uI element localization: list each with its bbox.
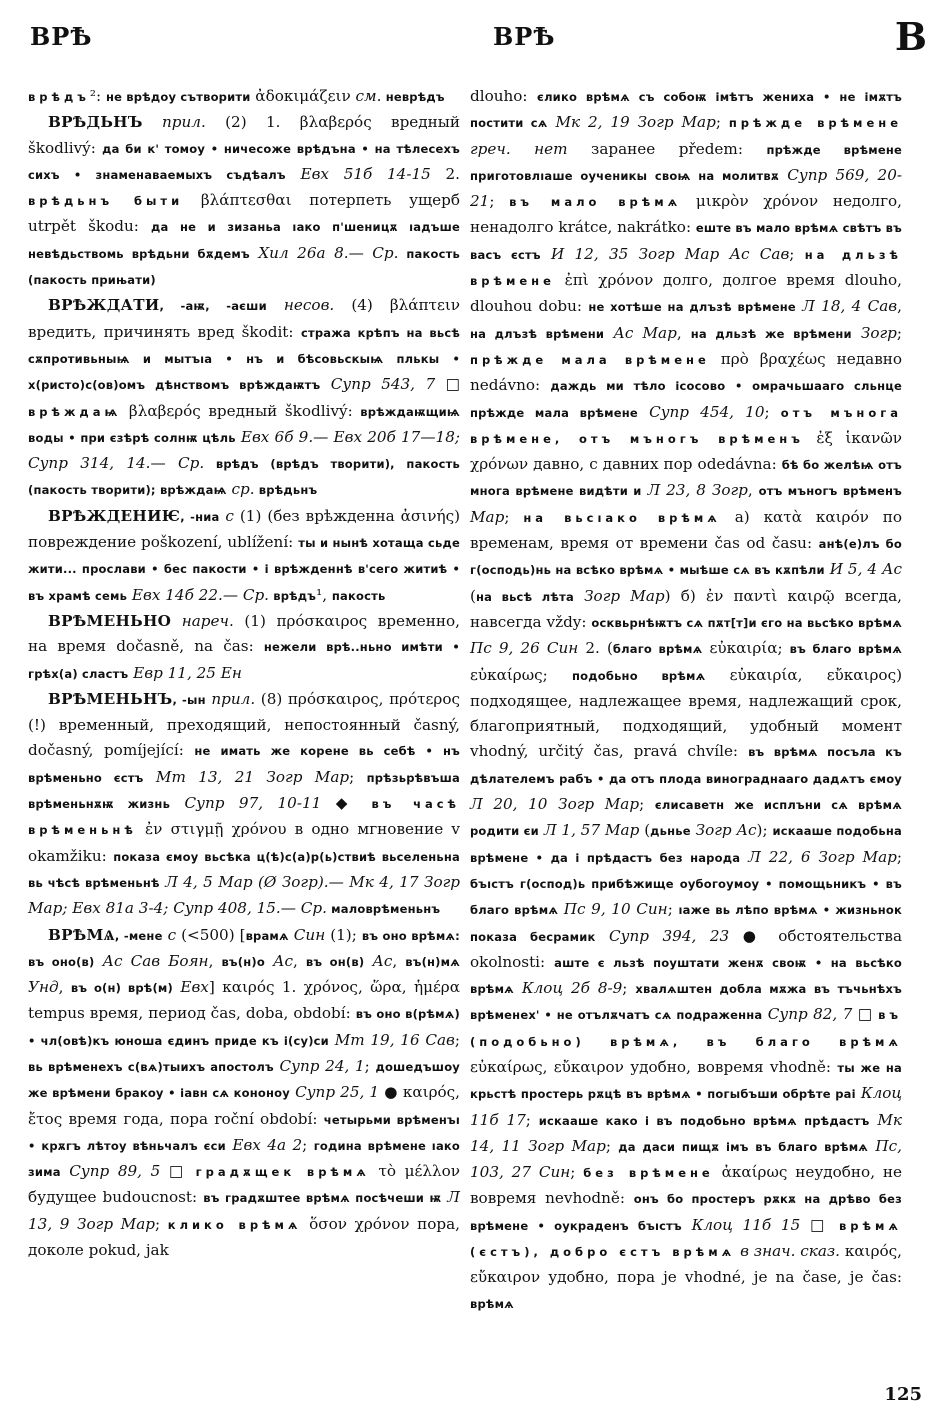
running-head-middle: ВРѢ: [493, 22, 556, 51]
spaced-slavonic-text: врѣмѧ (єстъ), добро єстъ врѣмѧ: [470, 1218, 902, 1260]
slavonic-text: въ благо врѣмѧ: [789, 642, 902, 657]
dictionary-entry: [28, 609, 460, 687]
slavonic-text: бѣ бо желѣѩ отъ многа врѣмене видѣти и: [470, 458, 902, 499]
text: );: [756, 821, 773, 840]
italic-text: Мар: [470, 507, 505, 526]
slavonic-text: дошедъшоу же врѣмени бракоу • іавн сѧ кононоу: [28, 1059, 460, 1101]
italic-text: Евх 14б 22.— Ср.: [127, 585, 270, 604]
spaced-slavonic-text: въ (подобьно) врѣмѧ, въ благо врѣмѧ: [470, 1008, 902, 1049]
italic-text: Мт 13, 21 Зогр Мар: [143, 767, 350, 786]
slavonic-text: пакость: [331, 588, 386, 603]
dictionary-entry: [28, 110, 460, 293]
slavonic-text: отъ мъногъ врѣменъ: [758, 484, 902, 499]
spaced-slavonic-text: прѣжде врѣмене: [728, 116, 903, 131]
headword: ВРѢЖДАТИ: [48, 296, 160, 315]
slavonic-text: нежели врѣ..ньно имѣти • грѣх(а) сластъ: [28, 640, 460, 681]
text: (8) πρόσκαιρος, πρότερος (!) временный, преходящий, непостоянный časný, dočasný, pomíjející:: [28, 689, 460, 760]
text: βλάπτεσθαι потерпеть ущерб utrpět škodu:: [28, 191, 461, 236]
slavonic-text: не имать же корене вь себѣ • нъ врѣменьно єстъ: [28, 744, 460, 785]
italic-text: Клоц 2б 8-9: [513, 979, 623, 998]
italic-text: Супр 454, 10: [637, 402, 765, 421]
slavonic-text: въ врѣмѧ посъла къ дѣлателемъ рабъ • да отъ плода винограднааго дадѧтъ ємоу: [470, 745, 903, 786]
text: μικρὸν χρόνον недолго, ненадолго krátce, nakrátko:: [470, 192, 902, 237]
text: □: [160, 1162, 196, 1181]
slavonic-text: четырьми врѣменъı • крѫгъ лѣтоу вѣньчалъ єси: [28, 1112, 460, 1153]
text: (1) (без врѣжденна ἀσινής) повреждение poškození, ublížení:: [28, 506, 461, 552]
slavonic-text: въ(н)о: [221, 954, 265, 969]
italic-text: с: [219, 506, 234, 525]
text: ;: [764, 402, 781, 421]
headword: ВРѢДЬНЪ: [48, 113, 143, 132]
dictionary-entry: [28, 687, 460, 923]
text: ;: [570, 1163, 584, 1182]
text: ;: [896, 847, 902, 866]
slavonic-text: на длъзѣ врѣмени: [470, 326, 605, 341]
italic-text: Евх 6б 9.— Евх 20б 17—18; Супр 314, 14.— Ср.: [28, 427, 460, 473]
text: ;: [789, 244, 805, 263]
spaced-slavonic-text: клико врѣмѧ: [167, 1217, 302, 1232]
slavonic-text: искааше како і въ подобьно врѣмѧ прѣдастъ: [538, 1113, 870, 1128]
text: ,: [897, 297, 902, 316]
text: καιρός, εὔκαιρον удобно, пора je vhodné, je na čase, je čas:: [470, 1242, 902, 1287]
text: ;: [622, 979, 636, 998]
text: ◆: [321, 794, 372, 813]
text: βλαβερός вредный škodlivý:: [121, 401, 361, 420]
text: ,: [392, 951, 406, 970]
spaced-slavonic-text: врѣждаѩ: [28, 404, 122, 419]
italic-text: Евх 4а 2: [225, 1135, 303, 1154]
text: ἐξ ἱκανῶν χρόνων давно, с давних пор odedávna:: [470, 428, 902, 474]
italic-text: Мк 2, 19 Зогр Мар: [547, 113, 716, 132]
text: εὐκαίρως;: [470, 665, 573, 684]
text: ἐπὶ χρόνον долго, долгое время dlouho, dlouhou dobu:: [470, 271, 902, 316]
dictionary-entry: [470, 84, 902, 1317]
text: ] καιρός 1. χρόνος, ὥρα, ἡμέρα tempus время, период čas, doba, období:: [28, 978, 460, 1023]
slavonic-text: бъıстъ г(оспод)ь прибѣжище оубогоумоу • помощьникъ • въ благо врѣмѧ: [470, 876, 902, 918]
italic-text: несов.: [266, 296, 335, 315]
text: ,: [58, 978, 71, 997]
italic-text: Евх: [172, 978, 209, 997]
italic-text: Л 20, 10 Зогр Мар: [470, 795, 640, 814]
slavonic-text: на дльзѣ же врѣмени: [690, 326, 852, 341]
text: ;: [605, 1136, 619, 1155]
text: а) κατὰ καιρόν по временам, время от времени čas od času:: [470, 507, 902, 553]
dictionary-entry: [28, 923, 460, 1264]
dictionary-entry: [28, 84, 460, 110]
slavonic-text: подобьно врѣмѧ: [572, 668, 706, 683]
slavonic-text: маловрѣменьнъ: [326, 902, 441, 917]
text: 2.: [430, 164, 460, 183]
slavonic-text: єлико врѣмѧ съ собоѭ імѣтъ женихa • не імѫтъ постити сѧ: [470, 90, 902, 131]
italic-text: Пс 9, 26 Син: [470, 639, 579, 658]
slavonic-text: , -ын: [172, 692, 206, 707]
slavonic-text: врамѧ: [245, 928, 289, 943]
italic-text: Ас: [364, 951, 393, 970]
right-column: [470, 84, 902, 1317]
text: ,: [747, 481, 759, 500]
italic-text: И 5, 4 Ас: [824, 560, 902, 579]
italic-text: Л 1, 57 Мар: [538, 821, 640, 840]
spaced-slavonic-text: врѣдъ: [28, 90, 90, 104]
italic-text: Супр 97, 10-11: [170, 794, 322, 813]
slavonic-text: врѣждаѭщиѩ воды • при єзѣрѣ солнѭ цѣль: [28, 404, 460, 445]
text: εὐκαίρως, εὔκαιρον удобно, вовремя vhodně:: [470, 1057, 838, 1076]
italic-text: см.: [355, 87, 382, 105]
slavonic-text: врѣмѧ: [470, 1296, 514, 1311]
spaced-slavonic-text: без врѣмене: [583, 1166, 714, 1181]
text: (: [470, 586, 476, 605]
slavonic-text: хвалѧштен добла мѫжа въ тъчьнѣхъ врѣменех' • не отълѫчатъ сѧ подраженна: [470, 982, 902, 1023]
headword: ВРѢЖДЕНИѤ: [48, 506, 181, 525]
spaced-slavonic-text: на дльзѣ врѣмене: [470, 247, 902, 289]
slavonic-text: въ(н)мѧ: [405, 954, 461, 969]
slavonic-text: въ оно врѣмѧ: въ оно(в): [28, 928, 460, 969]
slavonic-text: година врѣмене ıако зима: [28, 1138, 461, 1180]
slavonic-text: не хотѣше на длъзѣ врѣмене: [588, 300, 796, 315]
section-letter: В: [894, 14, 928, 59]
text: ● καιρός, ἔτος время года, пора roční období:: [28, 1083, 460, 1128]
slavonic-text: показа ємоу вьсѣка ц(ѣ)с(а)р(ь)ствиѣ вьселеньна вь чѣсѣ врѣменьнѣ: [28, 849, 461, 890]
text: ;: [489, 192, 510, 211]
left-column: [28, 84, 460, 1263]
slavonic-text: онъ бо простеръ рѫкѫ на дрѣво без врѣмене • оукраденъ бъıстъ: [470, 1192, 902, 1233]
slavonic-text: вь врѣменехъ с(вѧ)тыихъ апостолъ: [28, 1059, 274, 1074]
text: ;: [364, 1056, 376, 1075]
slavonic-text: врѣдъ (врѣдъ творити), пакость (пакость творити); врѣждаѩ: [28, 457, 460, 498]
text: ²:: [89, 87, 106, 105]
text: 2. (: [578, 639, 613, 658]
text: ἀδοκιμάζειν: [250, 87, 356, 105]
text: ἀκαίρως неудобно, не вовремя nevhodně:: [470, 1163, 902, 1208]
text: ;: [667, 900, 679, 919]
italic-text: Л 13, 9 Зогр Мар: [28, 1188, 460, 1233]
slavonic-text: аште є льзѣ поуштати женѫ своѭ • на вьсѣко врѣмѧ: [470, 955, 902, 997]
slavonic-text: ты же на крьстѣ простерь рѫцѣ въ врѣмѧ • погыбъши обрѣте раі: [470, 1060, 903, 1102]
text: ὅσον χρόνον пора, доколе pokud, jak: [28, 1214, 461, 1260]
slavonic-text: да не и зизаньа ıако п'шеницѫ ıадъше невѣдьствомь врѣдьни бѫдемъ: [28, 220, 460, 261]
spaced-slavonic-text: врѣдьнъ быти: [28, 194, 184, 209]
italic-text: И 12, 35 Зогр Мар Ас Сав: [540, 244, 790, 263]
italic-text: Син: [288, 925, 326, 944]
slavonic-text: дьнье: [650, 824, 691, 839]
text: ;: [715, 113, 729, 132]
slavonic-text: да даси пищѫ імъ въ благо врѣмѧ: [618, 1139, 869, 1154]
italic-text: Зогр: [851, 323, 897, 342]
slavonic-text: даждь ми тѣло ісосово • омрачьшаагo сльнце прѣжде мала врѣмене: [470, 379, 902, 420]
dictionary-entry: [28, 504, 460, 609]
text: ,: [208, 951, 222, 970]
text: □: [852, 1005, 879, 1024]
spaced-slavonic-text: прѣжде мала врѣмене: [470, 352, 710, 367]
slavonic-text: еште въ мало врѣмѧ свѣтъ въ васъ єстъ: [470, 221, 902, 262]
italic-text: Супр 82, 7: [762, 1005, 853, 1024]
text: ;: [349, 767, 367, 786]
italic-text: Л 18, 4 Сав: [795, 297, 898, 316]
text: πρὸ βραχέως недавно nedávno:: [470, 349, 903, 395]
slavonic-text: въ он(в): [305, 954, 365, 969]
text: ;: [504, 507, 524, 526]
text: ,: [676, 323, 691, 342]
italic-text: Супр 394, 23: [595, 926, 730, 945]
slavonic-text: осквьрнѣѭтъ сѧ пѫт[т]и єго на вьсѣко врѣмѧ: [591, 615, 902, 630]
running-head-left: ВРѢ: [30, 22, 93, 51]
spaced-slavonic-text: въ часѣ врѣменьнѣ: [28, 797, 460, 838]
italic-text: прил.: [142, 113, 206, 132]
italic-text: прил.: [205, 689, 256, 708]
italic-text: Пс 9, 10 Син: [558, 900, 668, 919]
italic-text: Унд: [28, 978, 59, 997]
italic-text: нареч.: [171, 611, 234, 630]
spaced-slavonic-text: на вьсıако врѣмѧ: [523, 510, 721, 525]
text: (1);: [325, 925, 362, 944]
slavonic-text: анѣ(е)лъ бо г(осподь)нь на всѣко врѣмѧ • мыѣше сѧ въ кѫпѣли: [470, 537, 902, 578]
italic-text: в знач. сказ.: [735, 1242, 841, 1261]
spaced-slavonic-text: въ мало врѣмѧ: [509, 195, 682, 210]
italic-text: Клоц 11б 15: [681, 1215, 801, 1234]
italic-text: Мт 19, 16 Сав: [328, 1030, 455, 1049]
italic-text: Мк 14, 11 Зогр Мар: [470, 1110, 903, 1155]
text: εὐκαιρία;: [702, 639, 790, 658]
italic-text: Клоц 11б 17: [470, 1084, 902, 1129]
italic-text: Евр 11, 25 Ен: [128, 663, 242, 682]
slavonic-text: єлисаветн же исплъни сѧ врѣмѧ родити єи: [470, 798, 903, 839]
italic-text: ср.: [226, 480, 255, 499]
italic-text: Зогр Ас: [690, 821, 757, 840]
italic-text: Ас Сав Боян: [94, 951, 209, 970]
italic-text: Супр 25, 1: [289, 1083, 380, 1102]
slavonic-text: прѣжде врѣмене приготовлıаше оученикы своѩ на молитвѫ: [470, 142, 902, 183]
italic-text: Л 22, 6 Зогр Мар: [740, 847, 897, 866]
text: (: [639, 821, 651, 840]
text: (4) βλάπτειν вредить, причинять вред škodit:: [28, 296, 461, 341]
headword: ВРѢМЕНЬНО: [48, 611, 172, 630]
slavonic-text: неврѣдъ: [381, 90, 445, 104]
italic-text: Ас Мар: [604, 323, 677, 342]
italic-text: греч. нет: [470, 139, 568, 158]
text: ,: [293, 951, 306, 970]
text: ;: [454, 1030, 460, 1049]
italic-text: Хил 26а 8.— Ср.: [249, 243, 399, 262]
slavonic-text: , -аѭ, -аєши: [159, 299, 267, 314]
text: ;: [302, 1135, 314, 1154]
italic-text: Зогр Мар: [573, 586, 665, 605]
italic-text: Евх 51б 14-15: [285, 164, 431, 183]
slavonic-text: да би к' томоу • ничесоже врѣдъна • на тѣлесехъ сихъ • знаменаваемыхъ съдѣалъ: [28, 141, 460, 182]
italic-text: Супр 569, 20-21: [470, 165, 902, 211]
slavonic-text: стража крѣпъ на вьсѣ сѫпротивьныѩ и мытъıа • нъ и бѣсовьскыѩ плькы • х(ристо)с(ов)омъ дѣнствомъ врѣждаѭтъ: [28, 325, 460, 393]
spaced-slavonic-text: отъ мънога врѣмене, отъ мъногъ врѣменъ: [470, 405, 903, 446]
text: □: [800, 1215, 840, 1234]
italic-text: Пс, 103, 27 Син: [470, 1136, 902, 1182]
italic-text: Ас: [264, 951, 294, 970]
slavonic-text: ты и нынѣ хотаща сьде жити... прослави • бес пакости • і врѣжденнѣ в'сего житиѣ • въ храмѣ семь: [28, 536, 461, 603]
text: (2) 1. βλαβερός вредный škodlivý:: [28, 113, 460, 157]
slavonic-text: , -мене: [114, 928, 163, 943]
text: ἐν στιγμῇ χρόνου в одно мгновение v okamžiku:: [28, 820, 460, 865]
text: ;: [155, 1214, 168, 1233]
text: заранее předem:: [567, 139, 767, 158]
text: ;: [525, 1110, 539, 1129]
slavonic-text: въ оно в(рѣмѧ) • чл(овѣ)къ юноша єдинъ приде къ і(су)си: [28, 1007, 460, 1048]
italic-text: Супр 543, 7: [320, 375, 436, 394]
slavonic-text: прѣзьрѣвъша врѣменьнѫѭ жизнь: [28, 770, 460, 812]
text: τὸ μέλλον будущее budoucnost:: [28, 1162, 460, 1207]
italic-text: с: [162, 925, 177, 944]
slavonic-text: пакость (пакость прињати): [28, 246, 460, 288]
slavonic-text: врѣдьнъ: [254, 483, 318, 498]
text: ● обстоятельства okolnosti:: [470, 926, 902, 971]
italic-text: Л 4, 5 Мар (Ø Зогр).— Мк 4, 17 Зогр Мар; Евх 81а 3-4; Супр 408, 15.— Ср.: [28, 872, 460, 918]
text: (<500) [: [176, 925, 246, 944]
page-number: 125: [884, 1384, 922, 1405]
text: ;: [639, 795, 655, 814]
italic-text: Л 23, 8 Зогр: [641, 481, 748, 500]
text: ¹,: [316, 585, 332, 604]
slavonic-text: врѣдъ: [269, 588, 317, 603]
slavonic-text: на вьсѣ лѣта: [475, 589, 574, 604]
slavonic-text: , -ниа: [180, 509, 220, 524]
dictionary-entry: [28, 293, 460, 503]
headword: ВРѢМѦ: [48, 925, 115, 944]
slavonic-text: въ градѫштее врѣмѧ посѣчеши ѭ: [203, 1191, 442, 1206]
text: □: [435, 375, 460, 394]
slavonic-text: не врѣдоу сътворити: [105, 90, 251, 104]
text: εὐκαιρία, εὔκαιρος) подходящее, надлежащее время, надлежащий срок, благоприятный, подходящий, удобный момент vhodný, určitý čas, pravá chvíle:: [470, 665, 902, 761]
slavonic-text: въ о(н) врѣ(м): [70, 981, 173, 996]
text: (1) πρόσκαιρος временно, на время dočasně, na čas:: [28, 611, 461, 656]
text: ;: [896, 323, 903, 342]
slavonic-text: ıаже вь лѣпо врѣмѧ • жизньнок показа бесрамик: [470, 903, 902, 944]
spaced-slavonic-text: градѫщек врѣмѧ: [195, 1165, 370, 1180]
slavonic-text: благо врѣмѧ: [612, 642, 703, 657]
slavonic-text: искааше подобьна врѣмене • да і прѣдастъ без народа: [470, 824, 902, 865]
headword: ВРѢМЕНЬНЪ: [48, 689, 173, 708]
text: ) б) ἐν παντὶ καιρῷ всегда, навсегда vždy:: [470, 586, 902, 631]
italic-text: Супр 89, 5: [60, 1162, 161, 1181]
italic-text: Супр 24, 1: [273, 1056, 365, 1075]
text: dlouho:: [470, 87, 538, 105]
